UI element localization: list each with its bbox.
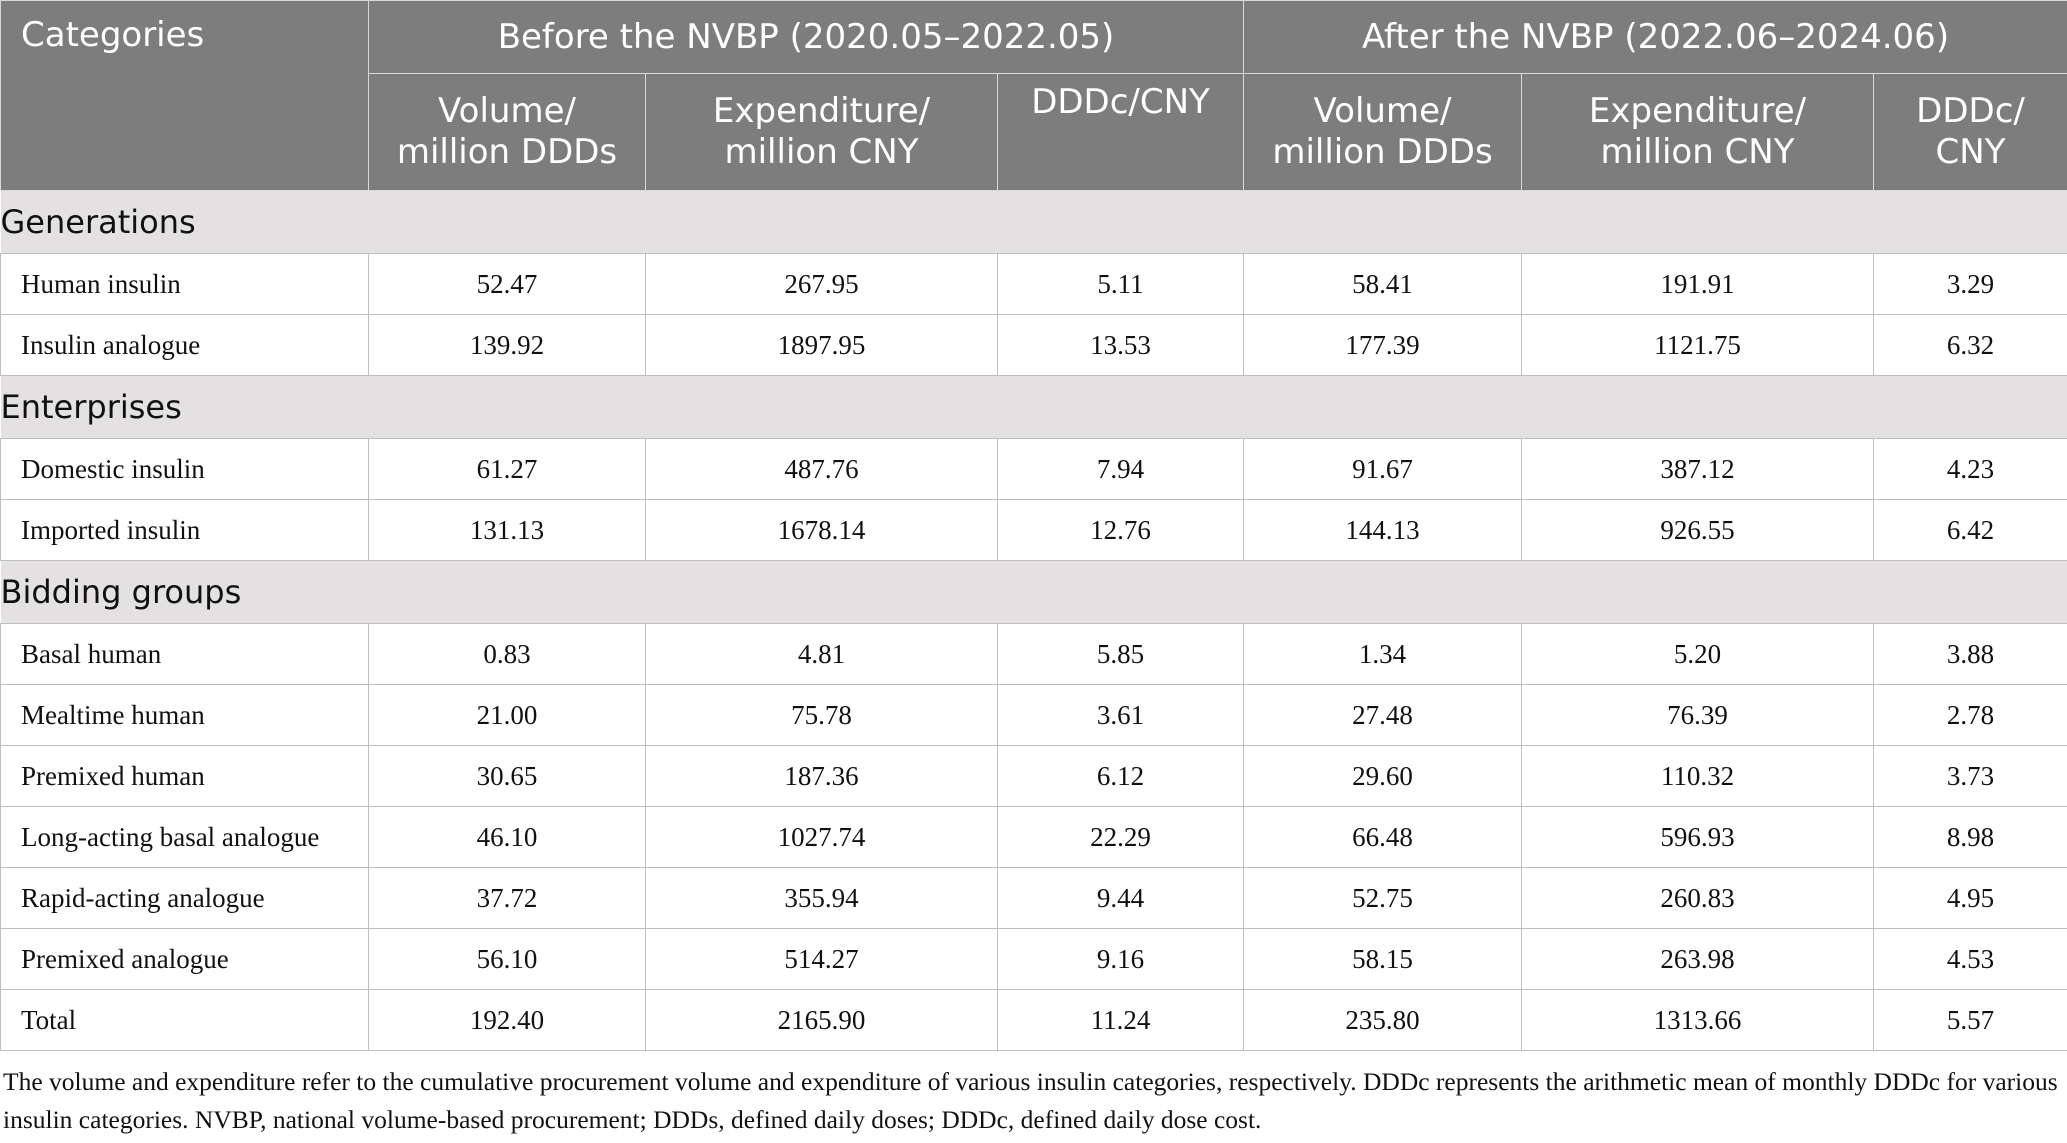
- table-cell: 387.12: [1522, 439, 1874, 500]
- section-title: Generations: [1, 191, 2067, 254]
- table-body: [1, 191, 2067, 1051]
- table-cell: 487.76: [646, 439, 998, 500]
- table-cell: 1027.74: [646, 807, 998, 868]
- row-label: Total: [1, 990, 369, 1051]
- table-cell: 3.88: [1874, 624, 2067, 685]
- table-cell: 56.10: [369, 929, 646, 990]
- table-cell: 9.16: [998, 929, 1244, 990]
- section-row: [1, 376, 2067, 439]
- table-cell: 177.39: [1244, 315, 1522, 376]
- table-cell: 61.27: [369, 439, 646, 500]
- header-categories: Categories: [1, 1, 369, 191]
- table-cell: 58.41: [1244, 254, 1522, 315]
- row-label: Domestic insulin: [1, 439, 369, 500]
- table-cell: 30.65: [369, 746, 646, 807]
- table-footnote: The volume and expenditure refer to the cumulative procurement volume and expenditure of various insulin categories, respectively. DDDc represents the arithmetic mean of monthly DDDc for various insulin categories. NVBP, national volume-based procurement; DDDs, defined daily doses; DDDc, defined daily dose cost.: [3, 1067, 2058, 1134]
- table-cell: 131.13: [369, 500, 646, 561]
- table-cell: 27.48: [1244, 685, 1522, 746]
- table-cell: 3.73: [1874, 746, 2067, 807]
- header-before-volume: Volume/ million DDDs: [369, 74, 646, 191]
- header-after-dddc: DDDc/ CNY: [1874, 74, 2067, 191]
- table-row: [1, 868, 2067, 929]
- table-cell: 3.61: [998, 685, 1244, 746]
- table-cell: 37.72: [369, 868, 646, 929]
- row-label: Premixed human: [1, 746, 369, 807]
- table-cell: 1313.66: [1522, 990, 1874, 1051]
- table-row: [1, 624, 2067, 685]
- table-cell: 596.93: [1522, 807, 1874, 868]
- header-after-expenditure: Expenditure/ million CNY: [1522, 74, 1874, 191]
- table-cell: 2.78: [1874, 685, 2067, 746]
- table-row: [1, 685, 2067, 746]
- row-label: Long-acting basal analogue: [1, 807, 369, 868]
- table-row: [1, 807, 2067, 868]
- table-cell: 5.11: [998, 254, 1244, 315]
- table-cell: 926.55: [1522, 500, 1874, 561]
- table-row: [1, 315, 2067, 376]
- row-label: Basal human: [1, 624, 369, 685]
- row-label: Imported insulin: [1, 500, 369, 561]
- table-cell: 5.57: [1874, 990, 2067, 1051]
- table-cell: 1.34: [1244, 624, 1522, 685]
- table-cell: 192.40: [369, 990, 646, 1051]
- row-label: Human insulin: [1, 254, 369, 315]
- table-cell: 4.23: [1874, 439, 2067, 500]
- table-cell: 4.81: [646, 624, 998, 685]
- table-cell: 76.39: [1522, 685, 1874, 746]
- table-cell: 2165.90: [646, 990, 998, 1051]
- table-cell: 263.98: [1522, 929, 1874, 990]
- header-before-nvbp: Before the NVBP (2020.05–2022.05): [369, 1, 1244, 74]
- table-cell: 58.15: [1244, 929, 1522, 990]
- table-row: [1, 746, 2067, 807]
- table-cell: 91.67: [1244, 439, 1522, 500]
- table-cell: 6.42: [1874, 500, 2067, 561]
- table-cell: 1678.14: [646, 500, 998, 561]
- table-cell: 9.44: [998, 868, 1244, 929]
- table-cell: 46.10: [369, 807, 646, 868]
- table-cell: 13.53: [998, 315, 1244, 376]
- table-cell: 8.98: [1874, 807, 2067, 868]
- table-cell: 144.13: [1244, 500, 1522, 561]
- table-cell: 75.78: [646, 685, 998, 746]
- table-cell: 235.80: [1244, 990, 1522, 1051]
- header-before-expenditure: Expenditure/ million CNY: [646, 74, 998, 191]
- table-cell: 12.76: [998, 500, 1244, 561]
- header-before-dddc: DDDc/CNY: [998, 74, 1244, 191]
- row-label: Premixed analogue: [1, 929, 369, 990]
- table-cell: 260.83: [1522, 868, 1874, 929]
- table-cell: 1121.75: [1522, 315, 1874, 376]
- table-cell: 355.94: [646, 868, 998, 929]
- table-cell: 22.29: [998, 807, 1244, 868]
- table-cell: 52.47: [369, 254, 646, 315]
- section-title: Enterprises: [1, 376, 2067, 439]
- row-label: Mealtime human: [1, 685, 369, 746]
- table-cell: 11.24: [998, 990, 1244, 1051]
- table-cell: 139.92: [369, 315, 646, 376]
- table-cell: 4.53: [1874, 929, 2067, 990]
- header-row-groups: [1, 1, 2067, 74]
- table-cell: 514.27: [646, 929, 998, 990]
- table-cell: 29.60: [1244, 746, 1522, 807]
- table-cell: 191.91: [1522, 254, 1874, 315]
- row-label: Rapid-acting analogue: [1, 868, 369, 929]
- table-cell: 267.95: [646, 254, 998, 315]
- table-cell: 7.94: [998, 439, 1244, 500]
- table-cell: 66.48: [1244, 807, 1522, 868]
- table-cell: 110.32: [1522, 746, 1874, 807]
- table-cell: 5.20: [1522, 624, 1874, 685]
- table-cell: 5.85: [998, 624, 1244, 685]
- header-after-nvbp: After the NVBP (2022.06–2024.06): [1244, 1, 2067, 74]
- table-cell: 0.83: [369, 624, 646, 685]
- table-cell: 187.36: [646, 746, 998, 807]
- table-cell: 4.95: [1874, 868, 2067, 929]
- section-row: [1, 191, 2067, 254]
- section-row: [1, 561, 2067, 624]
- table-cell: 1897.95: [646, 315, 998, 376]
- table-cell: 21.00: [369, 685, 646, 746]
- row-label: Insulin analogue: [1, 315, 369, 376]
- table-cell: 52.75: [1244, 868, 1522, 929]
- header-after-volume: Volume/ million DDDs: [1244, 74, 1522, 191]
- table-cell: 3.29: [1874, 254, 2067, 315]
- table-row: [1, 929, 2067, 990]
- table-row: [1, 439, 2067, 500]
- table-row: [1, 500, 2067, 561]
- table-cell: 6.12: [998, 746, 1244, 807]
- table-cell: 6.32: [1874, 315, 2067, 376]
- section-title: Bidding groups: [1, 561, 2067, 624]
- table-row: [1, 990, 2067, 1051]
- table-row: [1, 254, 2067, 315]
